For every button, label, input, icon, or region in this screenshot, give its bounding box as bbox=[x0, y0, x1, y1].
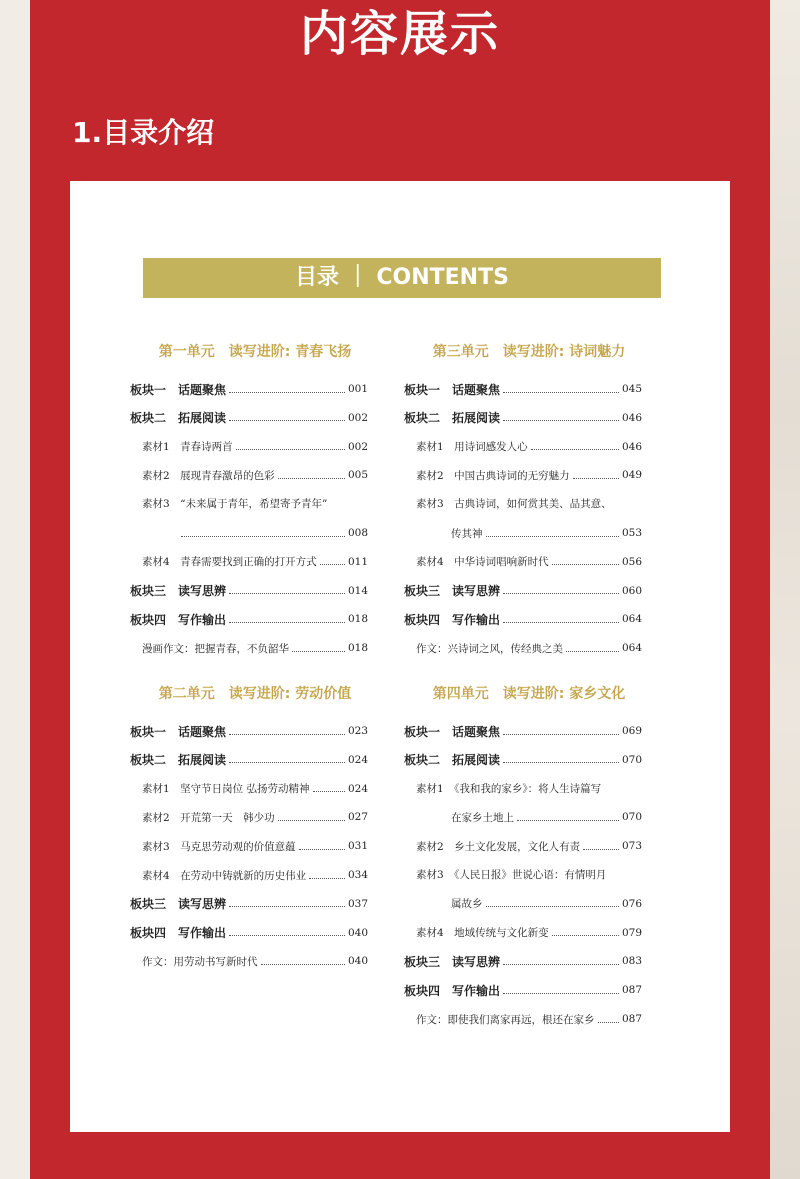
dot-leader bbox=[229, 420, 345, 421]
unit-title: 第三单元 读写进阶: 诗词魅力 bbox=[432, 344, 626, 360]
toc-page-number: 024 bbox=[347, 782, 368, 795]
dot-leader bbox=[552, 935, 619, 936]
toc-page-number: 060 bbox=[621, 584, 642, 597]
toc-page-number: 087 bbox=[621, 984, 642, 997]
dot-leader bbox=[299, 849, 345, 850]
toc-page-number: 046 bbox=[621, 411, 642, 424]
toc-page-number: 079 bbox=[621, 926, 642, 939]
toc-page-number: 053 bbox=[621, 527, 642, 539]
dot-leader bbox=[552, 564, 619, 565]
unit-title: 第一单元 读写进阶: 青春飞扬 bbox=[158, 344, 352, 360]
toc-page-number: 069 bbox=[621, 725, 642, 737]
toc-material-entry[interactable]: 素材1 《我和我的家乡》：将人生诗篇写 bbox=[416, 782, 602, 795]
toc-material-entry[interactable] bbox=[451, 807, 642, 827]
toc-material-entry[interactable] bbox=[416, 923, 642, 943]
toc-material-entry[interactable] bbox=[178, 523, 368, 543]
dot-leader bbox=[531, 449, 619, 450]
dot-leader bbox=[486, 906, 619, 907]
toc-entry-label: 板块二 拓展阅读 bbox=[404, 753, 501, 768]
toc-page-number: 005 bbox=[347, 469, 368, 482]
toc-page-number: 023 bbox=[347, 725, 368, 737]
toc-block-entry[interactable] bbox=[130, 894, 368, 914]
toc-material-entry[interactable]: 素材3 “未来属于青年，希望寄予青年” bbox=[142, 498, 328, 511]
toc-entry-label: 素材2 开荒第一天 韩少功 bbox=[142, 811, 275, 824]
toc-material-entry[interactable] bbox=[142, 807, 368, 827]
toc-entry-label: 板块三 读写思辨 bbox=[404, 954, 501, 969]
toc-page-number: 070 bbox=[621, 753, 642, 766]
toc-page-number: 002 bbox=[347, 440, 368, 453]
dot-leader bbox=[566, 651, 619, 652]
toc-entry-label: 素材1 坚守节日岗位 弘扬劳动精神 bbox=[142, 783, 310, 796]
page-title: 内容展示 bbox=[299, 6, 500, 62]
toc-page-number: 011 bbox=[347, 555, 368, 568]
toc-entry-label: 板块三 读写思辨 bbox=[130, 584, 227, 599]
toc-page-number: 024 bbox=[347, 753, 368, 766]
toc-material-entry[interactable] bbox=[142, 951, 368, 971]
unit-title: 第四单元 读写进阶: 家乡文化 bbox=[432, 686, 626, 702]
dot-leader bbox=[503, 392, 619, 393]
toc-page-number: 064 bbox=[621, 613, 642, 626]
dot-leader bbox=[181, 536, 345, 537]
toc-entry-label: 素材2 展现青春激昂的色彩 bbox=[142, 469, 275, 482]
toc-entry-label: 素材4 中华诗词唱响新时代 bbox=[416, 556, 549, 569]
toc-material-entry[interactable] bbox=[416, 1009, 642, 1029]
toc-page-number: 001 bbox=[347, 383, 368, 395]
dot-leader bbox=[309, 878, 345, 879]
toc-entry-label: 板块四 写作输出 bbox=[404, 983, 501, 998]
toc-block-entry[interactable] bbox=[130, 609, 368, 629]
toc-material-entry[interactable] bbox=[142, 465, 368, 485]
background-decoration-right bbox=[770, 0, 800, 1179]
toc-entry-label: 属故乡 bbox=[451, 898, 483, 911]
toc-material-entry[interactable] bbox=[142, 552, 368, 572]
dot-leader bbox=[320, 564, 345, 565]
toc-entry-label: 素材2 中国古典诗词的无穷魅力 bbox=[416, 469, 570, 482]
dot-leader bbox=[503, 622, 619, 623]
toc-page-number: 087 bbox=[621, 1013, 642, 1025]
toc-entry-label: 素材4 地域传统与文化新变 bbox=[416, 927, 549, 940]
toc-page-number: 056 bbox=[621, 555, 642, 568]
toc-page-number: 037 bbox=[347, 897, 368, 910]
dot-leader bbox=[598, 1022, 619, 1023]
toc-entry-label: 在家乡土地上 bbox=[451, 811, 514, 824]
toc-entry-label: 板块四 写作输出 bbox=[130, 926, 227, 941]
toc-page-number: 040 bbox=[347, 955, 368, 968]
toc-material-entry[interactable] bbox=[142, 638, 368, 658]
toc-block-entry[interactable] bbox=[404, 379, 642, 399]
toc-entry-label: 素材4 在劳动中铸就新的历史伟业 bbox=[142, 869, 307, 882]
toc-material-entry[interactable]: 素材3 古典诗词，如何赏其美、品其意、 bbox=[416, 498, 612, 511]
dot-leader bbox=[503, 762, 619, 763]
toc-block-entry[interactable] bbox=[130, 379, 368, 399]
dot-leader bbox=[229, 593, 345, 594]
toc-entry-label: 板块四 写作输出 bbox=[404, 612, 501, 627]
toc-block-entry[interactable] bbox=[404, 980, 642, 1000]
dot-leader bbox=[278, 478, 345, 479]
dot-leader bbox=[517, 820, 619, 821]
toc-material-entry[interactable] bbox=[142, 437, 368, 457]
toc-page-number: 014 bbox=[347, 584, 368, 597]
toc-entry-label: 板块三 读写思辨 bbox=[404, 584, 501, 599]
toc-page-number: 076 bbox=[621, 897, 642, 910]
dot-leader bbox=[486, 536, 619, 537]
toc-banner: 目录 ｜ CONTENTS bbox=[143, 258, 661, 298]
toc-page-number: 034 bbox=[347, 869, 368, 881]
toc-block-entry[interactable] bbox=[404, 951, 642, 971]
toc-material-entry[interactable] bbox=[142, 779, 368, 799]
toc-block-entry[interactable] bbox=[130, 581, 368, 601]
toc-block-entry[interactable] bbox=[404, 408, 642, 428]
toc-entry-label: 板块四 写作输出 bbox=[130, 612, 227, 627]
dot-leader bbox=[583, 849, 619, 850]
toc-page bbox=[70, 181, 730, 1132]
background-decoration-left bbox=[0, 0, 30, 1179]
toc-page-number: 018 bbox=[347, 613, 368, 626]
dot-leader bbox=[229, 762, 345, 763]
dot-leader bbox=[229, 906, 345, 907]
dot-leader bbox=[261, 964, 345, 965]
toc-block-entry[interactable] bbox=[130, 721, 368, 741]
toc-entry-label: 板块一 话题聚焦 bbox=[404, 724, 501, 739]
toc-page-number: 046 bbox=[621, 440, 642, 453]
toc-entry-label: 传其神 bbox=[451, 527, 483, 540]
dot-leader bbox=[229, 935, 345, 936]
toc-page-number: 027 bbox=[347, 811, 368, 824]
dot-leader bbox=[278, 820, 345, 821]
toc-block-entry[interactable] bbox=[404, 750, 642, 770]
toc-material-entry[interactable] bbox=[416, 465, 642, 485]
toc-entry-label: 素材2 乡土文化发展，文化人有责 bbox=[416, 840, 581, 853]
dot-leader bbox=[229, 734, 345, 735]
toc-material-entry[interactable] bbox=[142, 865, 368, 885]
toc-page-number: 083 bbox=[621, 955, 642, 968]
toc-entry-label: 漫画作文：把握青春，不负韶华 bbox=[142, 642, 289, 655]
toc-entry-label: 素材1 青春诗两首 bbox=[142, 441, 233, 454]
toc-block-entry[interactable] bbox=[404, 721, 642, 741]
dot-leader bbox=[503, 593, 619, 594]
dot-leader bbox=[573, 478, 619, 479]
toc-entry-label: 板块一 话题聚焦 bbox=[130, 724, 227, 739]
toc-material-entry[interactable] bbox=[451, 894, 642, 914]
toc-entry-label: 板块二 拓展阅读 bbox=[130, 753, 227, 768]
toc-material-entry[interactable] bbox=[416, 836, 642, 856]
toc-entry-label: 素材1 用诗词感发人心 bbox=[416, 441, 528, 454]
toc-material-entry[interactable] bbox=[416, 638, 642, 658]
toc-page-number: 008 bbox=[347, 527, 368, 539]
toc-entry-label: 板块二 拓展阅读 bbox=[404, 411, 501, 426]
toc-entry-label: 作文：兴诗词之风，传经典之美 bbox=[416, 642, 563, 655]
toc-block-entry[interactable] bbox=[404, 581, 642, 601]
toc-page-number: 040 bbox=[347, 926, 368, 939]
toc-material-entry[interactable] bbox=[416, 552, 642, 572]
toc-entry-label: 作文：即使我们离家再远，根还在家乡 bbox=[416, 1013, 595, 1026]
toc-page-number: 073 bbox=[621, 840, 642, 853]
dot-leader bbox=[229, 622, 345, 623]
section-title: 1.目录介绍 bbox=[72, 116, 215, 149]
toc-entry-label: 板块三 读写思辨 bbox=[130, 897, 227, 912]
toc-material-entry[interactable] bbox=[451, 523, 642, 543]
toc-entry-label: 板块一 话题聚焦 bbox=[404, 382, 501, 397]
dot-leader bbox=[292, 651, 345, 652]
dot-leader bbox=[313, 791, 345, 792]
toc-block-entry[interactable] bbox=[130, 923, 368, 943]
toc-page-number: 045 bbox=[621, 383, 642, 395]
toc-entry-label: 素材4 青春需要找到正确的打开方式 bbox=[142, 556, 317, 569]
toc-material-entry[interactable] bbox=[416, 437, 642, 457]
unit-title: 第二单元 读写进阶: 劳动价值 bbox=[158, 686, 352, 702]
toc-page-number: 031 bbox=[347, 840, 368, 853]
dot-leader bbox=[503, 420, 619, 421]
toc-page-number: 064 bbox=[621, 642, 642, 655]
dot-leader bbox=[229, 392, 345, 393]
toc-entry-label: 素材3 马克思劳动观的价值意蕴 bbox=[142, 840, 296, 853]
dot-leader bbox=[503, 964, 619, 965]
toc-page-number: 018 bbox=[347, 642, 368, 655]
toc-page-number: 049 bbox=[621, 469, 642, 482]
toc-entry-label: 板块一 话题聚焦 bbox=[130, 382, 227, 397]
toc-block-entry[interactable] bbox=[130, 408, 368, 428]
toc-block-entry[interactable] bbox=[130, 750, 368, 770]
toc-page-number: 070 bbox=[621, 811, 642, 824]
dot-leader bbox=[503, 993, 619, 994]
toc-block-entry[interactable] bbox=[404, 609, 642, 629]
toc-material-entry[interactable] bbox=[142, 836, 368, 856]
toc-page-number: 002 bbox=[347, 411, 368, 424]
dot-leader bbox=[236, 449, 345, 450]
dot-leader bbox=[503, 734, 619, 735]
toc-material-entry[interactable]: 素材3 《人民日报》世说心语：有情明月 bbox=[416, 869, 607, 881]
toc-entry-label: 作文：用劳动书写新时代 bbox=[142, 955, 258, 968]
toc-entry-label: 板块二 拓展阅读 bbox=[130, 411, 227, 426]
